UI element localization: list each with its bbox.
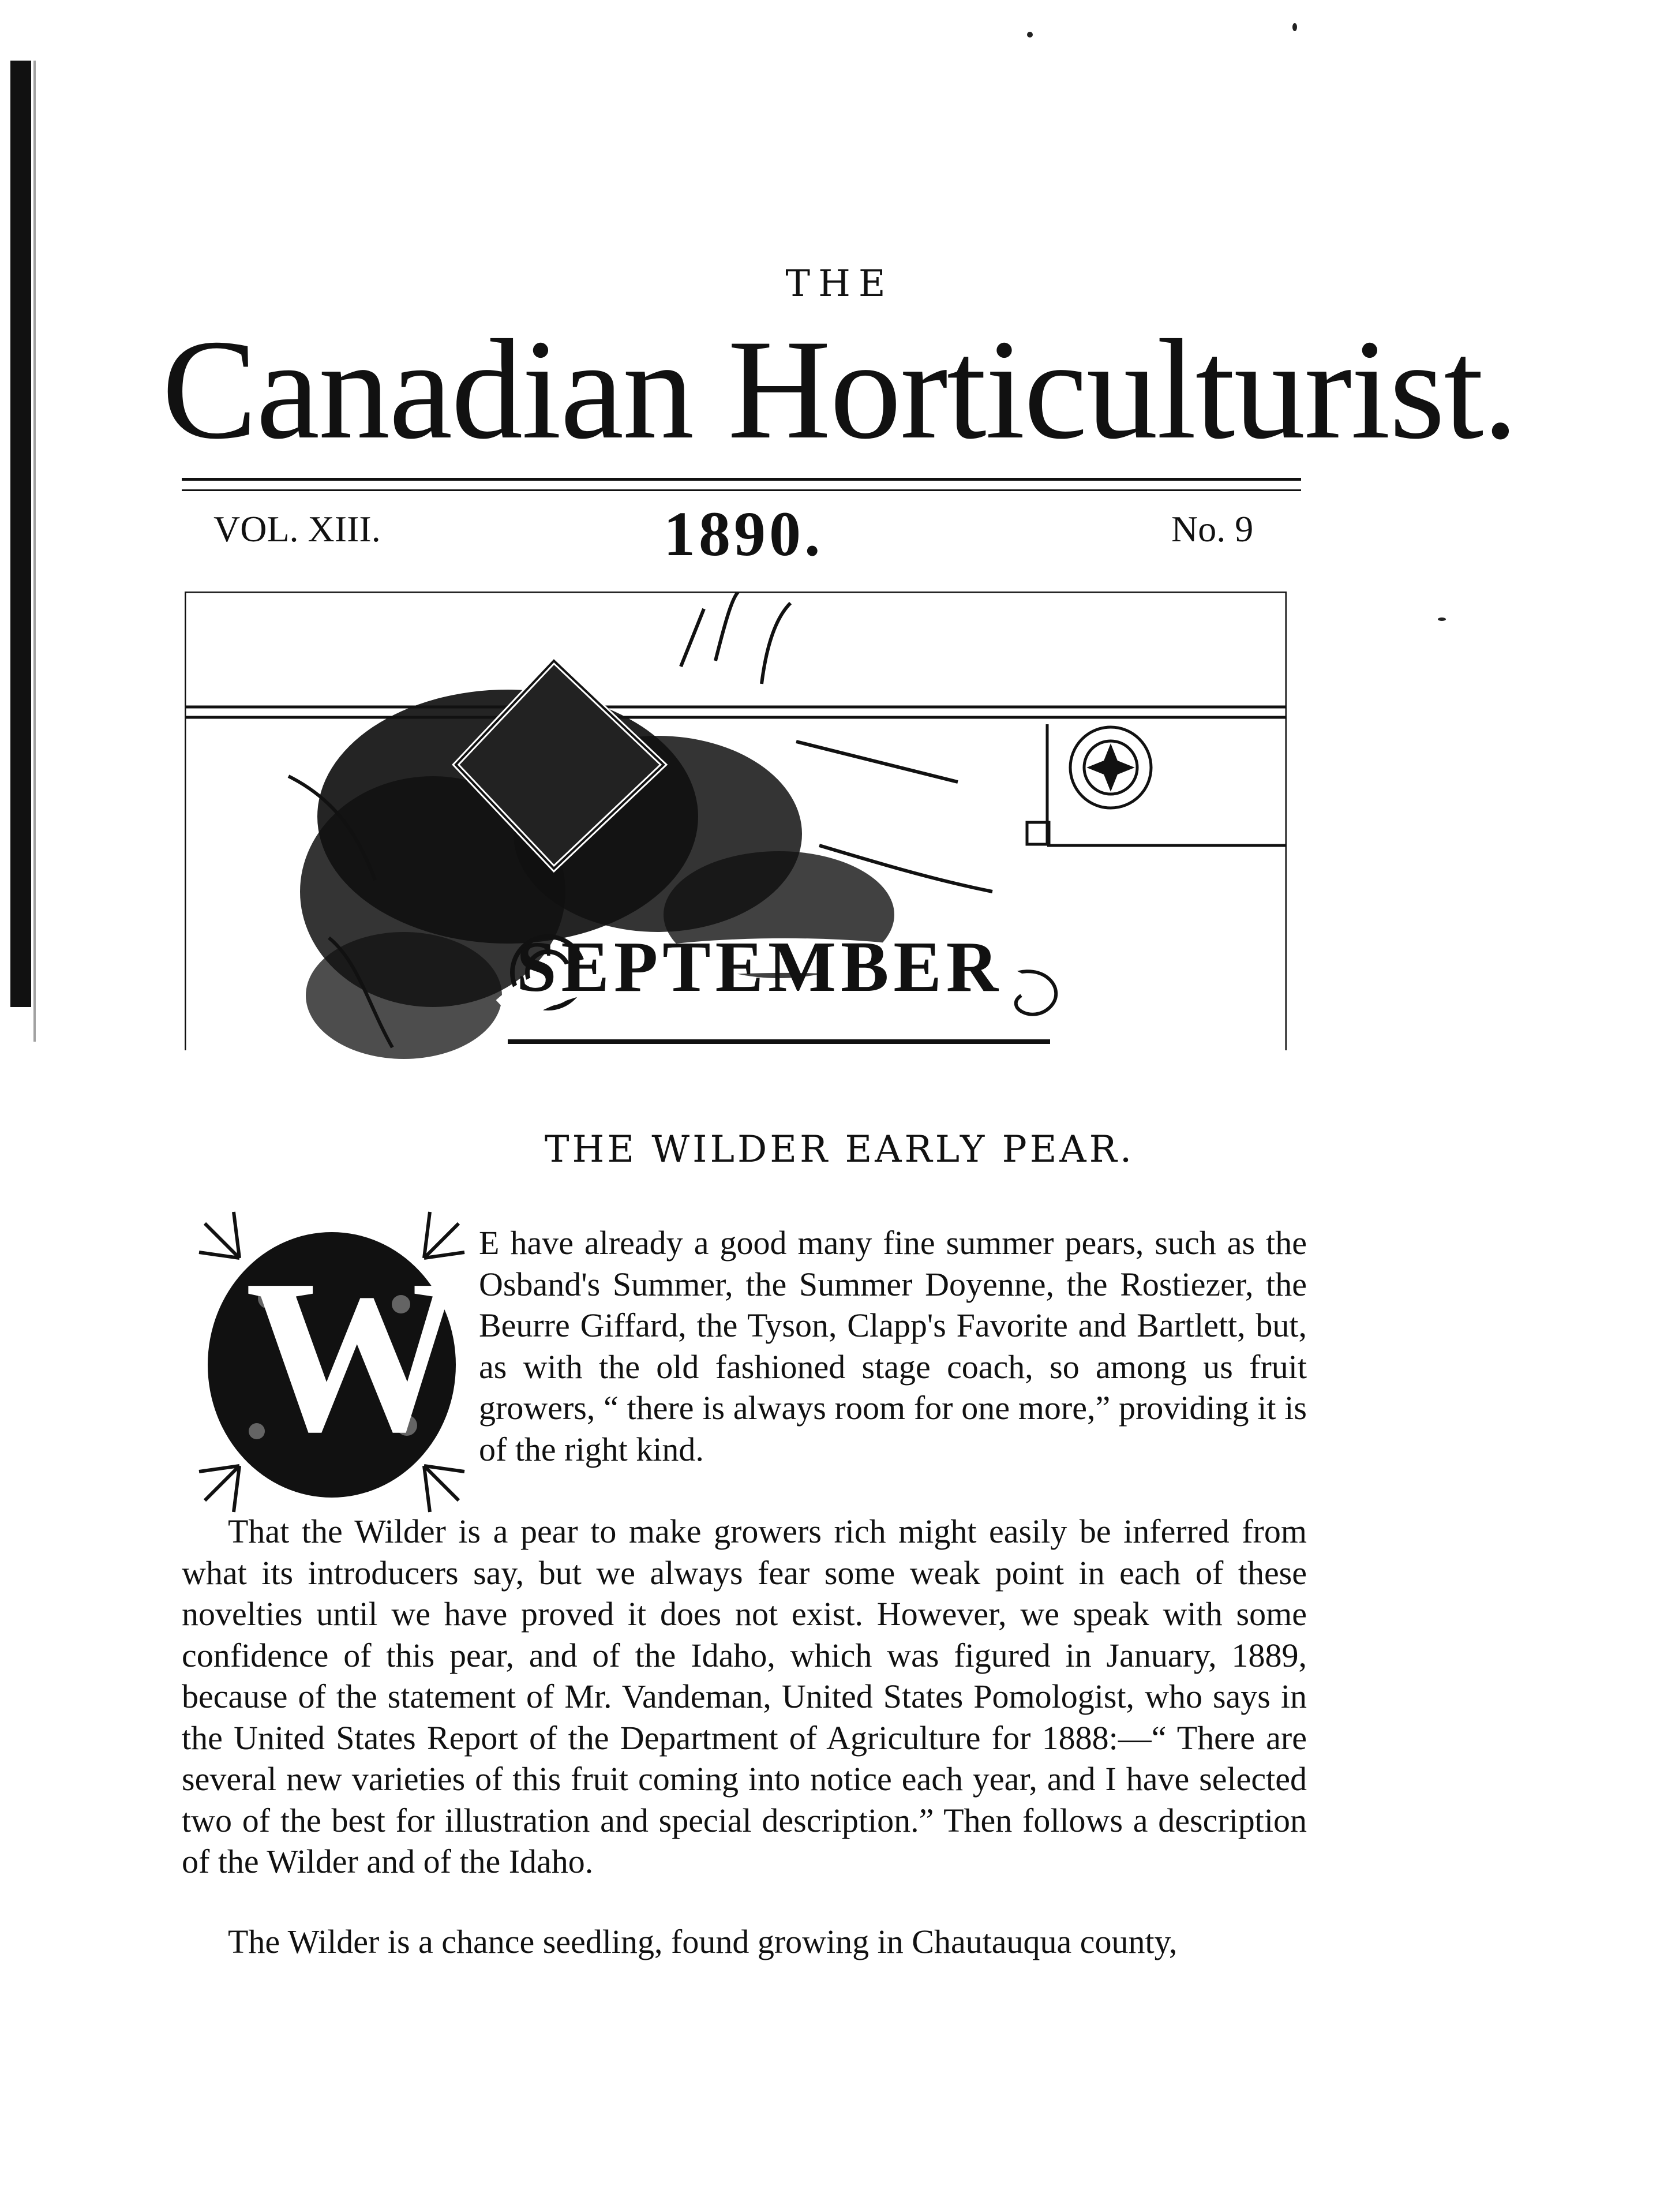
masthead-the: THE: [785, 263, 894, 305]
body-paragraph: The Wilder is a chance seedling, found growing in Chautauqua county,: [228, 1923, 1178, 1960]
scan-speck: [1438, 617, 1446, 621]
year-label: 1890.: [664, 499, 824, 569]
drop-cap-ornament: [182, 1200, 482, 1524]
masthead-rule: [182, 478, 1301, 481]
masthead-rule: [182, 489, 1301, 491]
masthead-title: Canadian Horticulturist.: [162, 310, 1517, 469]
first-paragraph: E have already a good many fine summer pears, such as the Osband's Summer, the Summer Doyenne, the Rostiezer, the Beurre Giffard, the Tyson, Clapp's Favorite and Bartlett, but, as with the old fashioned stage coach, so among us fruit growers, “ there is always room for one more,” providing it is of the right kind.: [479, 1224, 1307, 1468]
binding-edge: [10, 61, 31, 1007]
drop-cap-letter: W: [245, 1234, 464, 1477]
body-paragraph: That the Wilder is a pear to make growers rich might easily be inferred from what its introducers say, but we always fear some weak point in each of these novelties until we have proved it does not exist. However, we speak with some confidence of this pear, and of the Idaho, which was figured in January, 1889, because of the statement of Mr. Vandeman, United States Pomologist, who says in the United States Report of the Department of Agriculture for 1888:—“ There are several new varieties of this fruit coming into notice each year, and I have selected two of the best for illustration and special description.” Then follows a description of the Wilder and of the Idaho.: [182, 1513, 1307, 1880]
volume-label: VOL. XIII.: [213, 508, 381, 549]
article-title: THE WILDER EARLY PEAR.: [544, 1128, 1135, 1171]
scan-speck: [1027, 32, 1033, 38]
month-label: SEPTEMBER: [516, 927, 1003, 1007]
scan-speck: [1292, 23, 1297, 31]
issue-label: No. 9: [1171, 508, 1254, 549]
